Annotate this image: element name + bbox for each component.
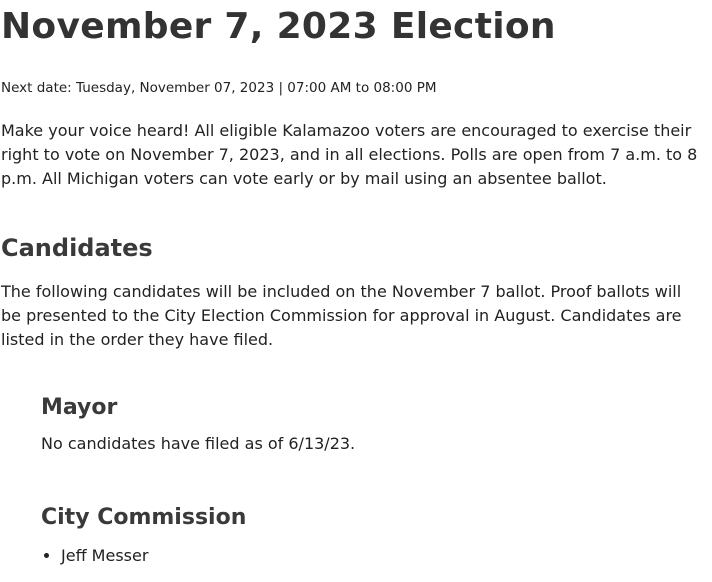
candidate-item: • Jeff Messer [61, 544, 701, 568]
mayor-note: No candidates have filed as of 6/13/23. [41, 434, 356, 453]
mayor-heading: Mayor [41, 395, 118, 420]
candidates-heading: Candidates [1, 234, 153, 262]
city-commission-candidate-list [41, 544, 701, 568]
city-commission-section [41, 505, 701, 568]
intro-paragraph: Make your voice heard! All eligible Kalamazoo voters are encouraged to exercise their right to vote on November 7, 2023, and in all elections. Polls are open from 7 a.m. to 8 p.m. All Michigan voters can vote early or by mail using an absentee ballot. [1, 121, 698, 188]
mayor-section [41, 395, 701, 456]
next-election-date: Next date: Tuesday, November 07, 2023 | 07:00 AM to 08:00 PM [1, 80, 437, 96]
page-title: November 7, 2023 Election [1, 6, 556, 47]
city-commission-heading: City Commission [41, 505, 247, 530]
candidates-description: The following candidates will be included on the November 7 ballot. Proof ballots will be presented to the City Election Commission for approval in August. Candidates are listed in the order they have filed. [1, 282, 682, 349]
